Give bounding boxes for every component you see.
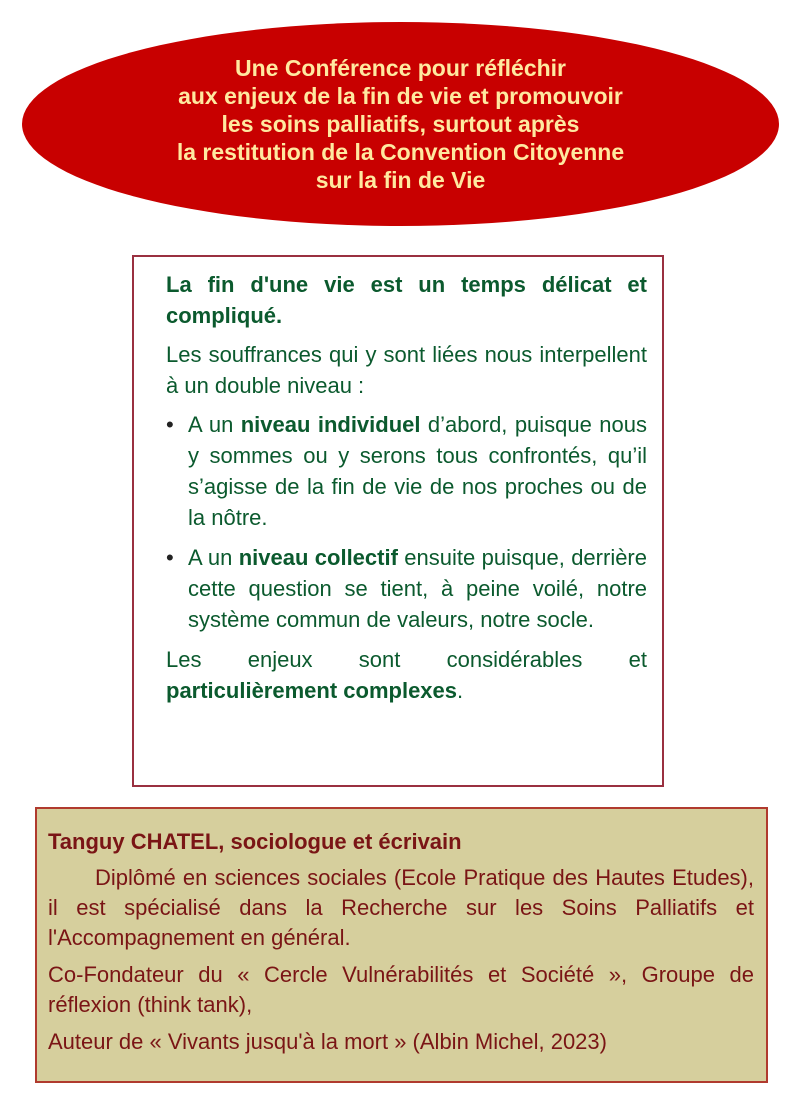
bullet-item-individual (166, 409, 647, 533)
issues-box (132, 255, 664, 787)
banner-line: les soins palliatifs, surtout après (221, 111, 580, 137)
banner-line: la restitution de la Convention Citoyenne (176, 139, 625, 165)
speaker-name: Tanguy CHATEL, sociologue et écrivain (48, 829, 462, 854)
speaker-bio-content (48, 827, 754, 1064)
bullet-icon: • (166, 412, 174, 437)
banner-line: sur la fin de Vie (315, 167, 486, 193)
issues-heading: La fin d'une vie est un temps délicat et compliqué. (166, 272, 647, 328)
banner-line: Une Conférence pour réfléchir (234, 55, 567, 81)
bullet-emphasis: niveau individuel (240, 412, 421, 437)
bullet-emphasis: niveau collectif (238, 545, 398, 570)
speaker-cofounder: Co-Fondateur du « Cercle Vulnérabilités et Société », Groupe de réflexion (think tank), (48, 962, 754, 1017)
banner-line: aux enjeux de la fin de vie et promouvoir (178, 83, 623, 109)
closing-end: . (457, 678, 464, 703)
speaker-bio-box (35, 807, 768, 1083)
title-banner (22, 22, 779, 226)
bullet-text: d’abord, puisque nous y sommes ou y serons tous confrontés, qu’il s’agisse de la fin de vie de nos proches ou de la nôtre. (188, 412, 647, 530)
issues-content (166, 269, 647, 714)
bullet-item-collective (166, 542, 647, 635)
bullet-icon: • (166, 545, 174, 570)
speaker-education: Diplômé en sciences sociales (Ecole Pratique des Hautes Etudes), il est spécialisé dans la Recherche sur les Soins Palliatifs et l'Accompagnement en général. (48, 865, 754, 950)
bullet-text: ensuite puisque, derrière cette question se tient, à peine voilé, notre système commun de valeurs, notre socle. (188, 545, 647, 632)
bullet-prefix: A un (188, 412, 241, 437)
closing-emphasis: particulièrement complexes (166, 678, 458, 703)
issues-closing (166, 644, 647, 706)
speaker-author: Auteur de « Vivants jusqu'à la mort » (Albin Michel, 2023) (48, 1029, 607, 1054)
bullet-prefix: A un (188, 545, 239, 570)
issues-intro: Les souffrances qui y sont liées nous interpellent à un double niveau : (166, 342, 647, 398)
closing-text: Les enjeux sont considérables et (166, 647, 647, 672)
